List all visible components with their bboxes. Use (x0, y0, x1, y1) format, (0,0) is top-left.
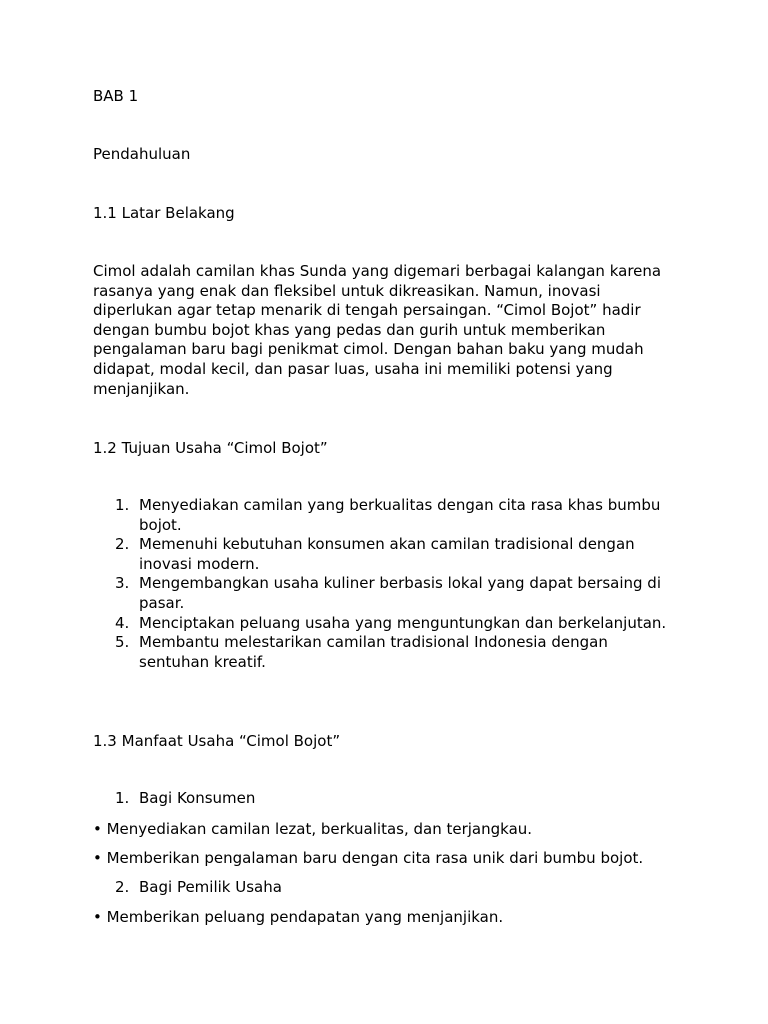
list-item-number: 2. (115, 535, 130, 554)
list-item-number: 1. (115, 789, 130, 807)
list-item (93, 574, 683, 613)
list-item (93, 496, 683, 535)
list-item (93, 633, 683, 672)
list-item-number: 4. (115, 613, 130, 632)
list-item-number: 5. (115, 633, 130, 652)
list-item-text: Membantu melestarikan camilan tradisional Indonesia dengan sentuhan kreatif. (139, 633, 608, 671)
section-heading-manfaat: 1.3 Manfaat Usaha “Cimol Bojot” (93, 732, 341, 750)
bullet-item: • Memberikan pengalaman baru dengan cita rasa unik dari bumbu bojot. (93, 849, 644, 867)
section-heading-latar-belakang: 1.1 Latar Belakang (93, 204, 235, 222)
list-item-text: Bagi Konsumen (139, 789, 256, 807)
bullet-item: • Menyediakan camilan lezat, berkualitas, dan terjangkau. (93, 820, 533, 838)
background-paragraph: Cimol adalah camilan khas Sunda yang digemari berbagai kalangan karena rasanya yang enak dan fleksibel untuk dikreasikan. Namun, inovasi diperlukan agar tetap menarik di tengah persaingan. “Cimol Bojot” hadir dengan bumbu bojot khas yang pedas dan gurih untuk memberikan pengalaman baru bagi penikmat cimol. Dengan bahan baku yang mudah didapat, modal kecil, dan pasar luas, usaha ini memiliki potensi yang menjanjikan. (93, 262, 662, 398)
section-heading-tujuan: 1.2 Tujuan Usaha “Cimol Bojot” (93, 439, 328, 457)
list-item-text: Memenuhi kebutuhan konsumen akan camilan tradisional dengan inovasi modern. (139, 535, 635, 573)
list-item (93, 789, 683, 809)
chapter-number: BAB 1 (93, 87, 139, 105)
document-page (93, 0, 683, 1024)
chapter-title: Pendahuluan (93, 145, 191, 163)
list-item-number: 2. (115, 878, 130, 896)
list-item (93, 614, 683, 634)
list-item-text: Menciptakan peluang usaha yang menguntungkan dan berkelanjutan. (139, 613, 667, 632)
goals-list (93, 496, 683, 672)
list-item-number: 1. (115, 496, 130, 514)
list-item-text: Bagi Pemilik Usaha (139, 878, 282, 896)
list-item-text: Mengembangkan usaha kuliner berbasis lokal yang dapat bersaing di pasar. (139, 574, 661, 612)
list-item-number: 3. (115, 574, 130, 593)
bullet-item: • Memberikan peluang pendapatan yang menjanjikan. (93, 908, 504, 926)
list-item (93, 878, 683, 898)
benefit-list-consumer (93, 789, 683, 809)
list-item-text: Menyediakan camilan yang berkualitas dengan cita rasa khas bumbu bojot. (139, 496, 661, 534)
list-item (93, 535, 683, 574)
benefit-list-owner (93, 878, 683, 898)
